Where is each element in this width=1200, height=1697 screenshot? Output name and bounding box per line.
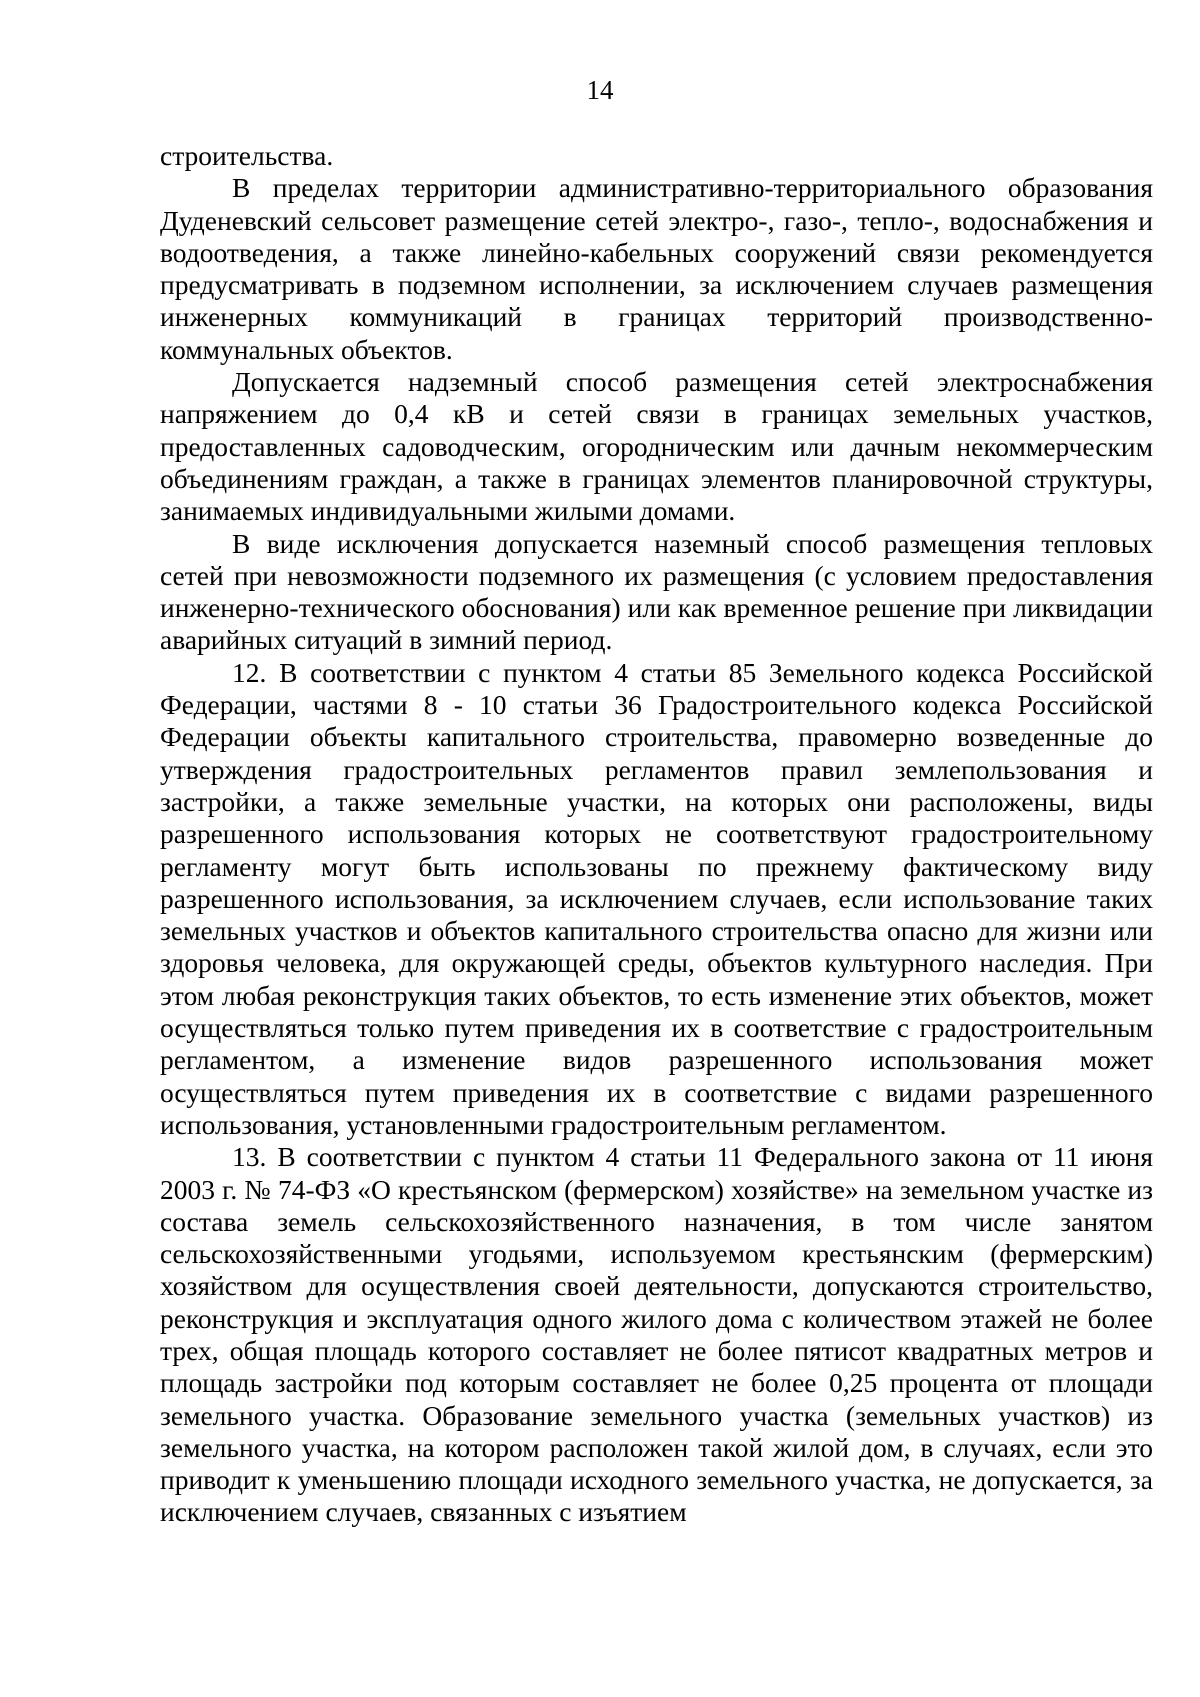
paragraph-item-13: 13. В соответствии с пунктом 4 статьи 11 Федерального закона от 11 июня 2003 г. № 74-ФЗ «О крестьянском (фермерском) хозяйстве» на земельном участке из состава земель сельскохозяйственного назначения, в том числе занятом сельскохозяйственными угодьями, используемом крестьянским (фермерским) хозяйством для осуществления своей деятельности, допускаются строительство, реконструкция и эксплуатация одного жилого дома с количеством этажей не более трех, общая площадь которого составляет не более пятисот квадратных метров и площадь застройки под которым составляет не более 0,25 процента от площади земельного участка. Образование земельного участка (земельных участков) из земельного участка, на котором расположен такой жилой дом, в случаях, если это приводит к уменьшению площади исходного земельного участка, не допускается, за исключением случаев, связанных с изъятием bbox=[160, 1141, 1153, 1528]
page-number: 14 bbox=[586, 75, 614, 105]
paragraph-overhead-networks: Допускается надземный способ размещения сетей электроснабжения напряжением до 0,4 кВ и сетей связи в границах земельных участков, предоставленных садоводческим, огородническим или дачным некоммерческим объединениям граждан, а также в границах элементов планировочной структуры, занимаемых индивидуальными жилыми домами. bbox=[160, 366, 1153, 527]
paragraph-item-12: 12. В соответствии с пунктом 4 статьи 85 Земельного кодекса Российской Федерации, частями 8 - 10 статьи 36 Градостроительного кодекса Российской Федерации объекты капитального строительства, правомерно возведенные до утверждения градостроительных регламентов правил землепользования и застройки, а также земельные участки, на которых они расположены, виды разрешенного использования которых не соответствуют градостроительному регламенту могут быть использованы по прежнему фактическому виду разрешенного использования, за исключением случаев, если использование таких земельных участков и объектов капитального строительства опасно для жизни или здоровья человека, для окружающей среды, объектов культурного наследия. При этом любая реконструкция таких объектов, то есть изменение этих объектов, может осуществляться только путем приведения их в соответствие с градостроительным регламентом, а изменение видов разрешенного использования может осуществляться путем приведения их в соответствие с видами разрешенного использования, установленными градостроительным регламентом. bbox=[160, 656, 1153, 1140]
paragraph-underground-networks: В пределах территории административно-территориального образования Дуденевский сельсовет размещение сетей электро-, газо-, тепло-, водоснабжения и водоотведения, а также линейно-кабельных сооружений связи рекомендуется предусматривать в подземном исполнении, за исключением случаев размещения инженерных коммуникаций в границах территорий производственно-коммунальных объектов. bbox=[160, 172, 1153, 365]
paragraph-heating-networks: В виде исключения допускается наземный способ размещения тепловых сетей при невозможности подземного их размещения (с условием предоставления инженерно-технического обоснования) или как временное решение при ликвидации аварийных ситуаций в зимний период. bbox=[160, 527, 1153, 656]
paragraph-continuation: строительства. bbox=[160, 140, 334, 171]
document-body bbox=[160, 140, 1153, 1529]
